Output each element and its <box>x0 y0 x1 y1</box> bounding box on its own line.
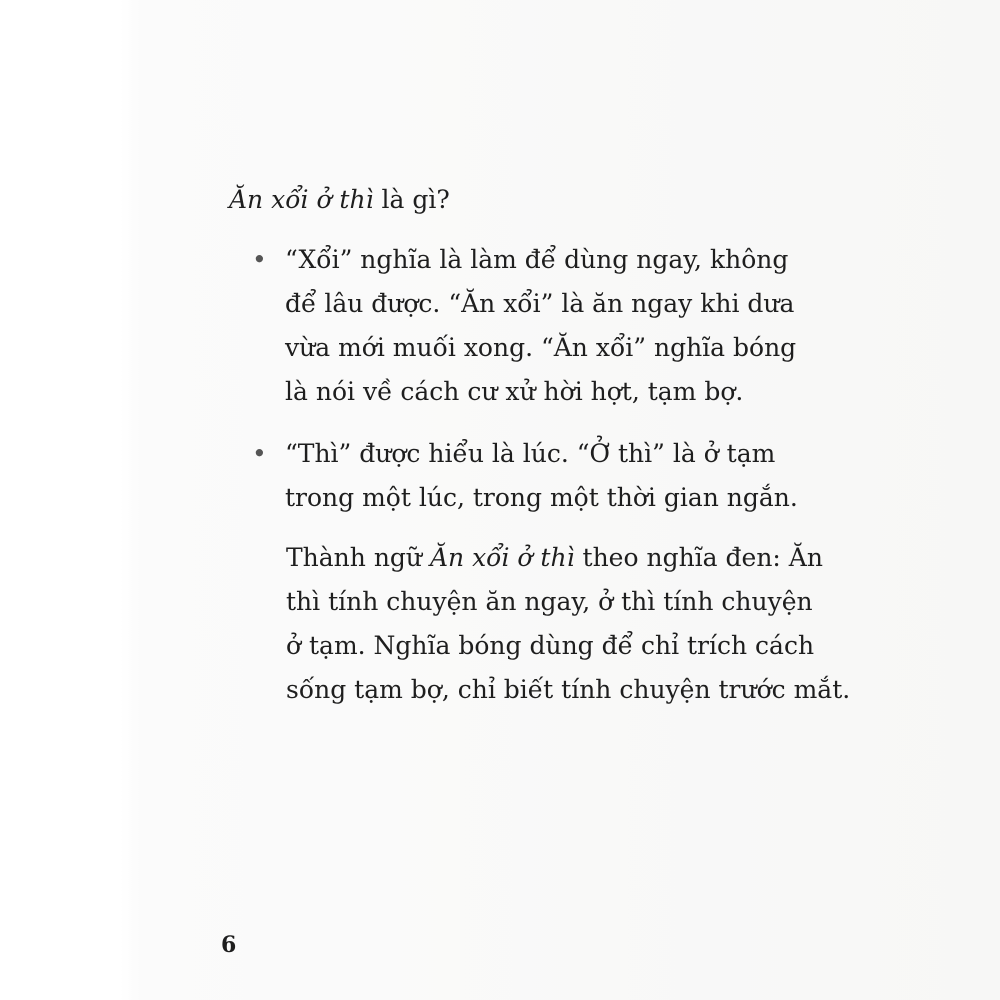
text-line: thì tính chuyện ăn ngay, ở thì tính chuyện <box>286 587 813 616</box>
para-suffix: theo nghĩa đen: Ăn <box>574 543 823 572</box>
explanation-paragraph <box>286 536 851 712</box>
para-prefix: Thành ngữ <box>286 543 430 572</box>
text-line: “Xổi” nghĩa là làm để dùng ngay, không <box>285 245 789 274</box>
question-rest: là gì? <box>373 185 450 214</box>
text-line <box>286 536 823 580</box>
list-item <box>252 432 812 520</box>
text-line: là nói về cách cư xử hời hợt, tạm bợ. <box>285 377 744 406</box>
text-line: để lâu được. “Ăn xổi” là ăn ngay khi dưa <box>285 289 795 318</box>
idiom-italic: Ăn xổi ở thì <box>229 185 374 214</box>
text-line: “Thì” được hiểu là lúc. “Ở thì” là ở tạm <box>285 439 776 468</box>
text-line: ở tạm. Nghĩa bóng dùng để chỉ trích cách <box>286 631 815 660</box>
bullet-marker: • <box>252 439 267 468</box>
text-line: vừa mới muối xong. “Ăn xổi” nghĩa bóng <box>285 333 797 362</box>
list-item <box>252 238 812 414</box>
text-line: sống tạm bợ, chỉ biết tính chuyện trước mắt. <box>286 675 851 704</box>
text-line: trong một lúc, trong một thời gian ngắn. <box>285 483 798 512</box>
bullet-marker: • <box>252 245 267 274</box>
idiom-italic: Ăn xổi ở thì <box>429 543 575 572</box>
page-number: 6 <box>221 932 237 958</box>
question-heading <box>229 180 450 220</box>
bullet-list <box>252 238 812 538</box>
